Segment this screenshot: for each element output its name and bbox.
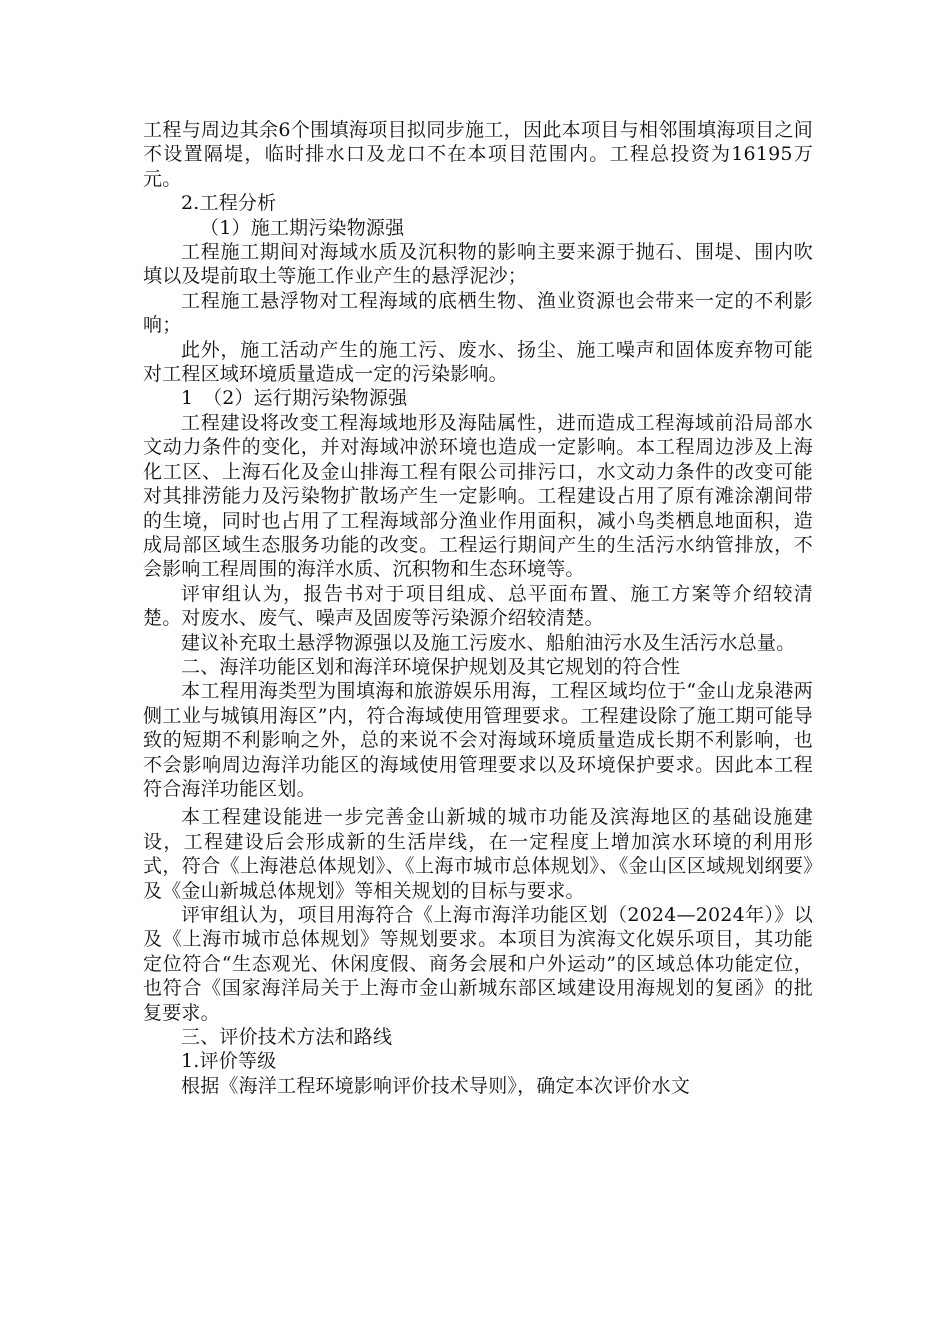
paragraph-construction-impact: 工程施工期间对海域水质及沉积物的影响主要来源于抛石、围堤、围内吹填以及堤前取土等施工作业产生的悬浮泥沙； [143,241,813,288]
paragraph-suspended-matter-impact: 工程施工悬浮物对工程海域的底栖生物、渔业资源也会带来一定的不利影响； [143,289,813,337]
heading-section-2: 二、海洋功能区划和海洋环境保护规划及其它规划的符合性 [181,655,681,678]
paragraph-other-construction-impact: 此外，施工活动产生的施工污、废水、扬尘、施工噪声和固体废弃物可能对工程区域环境质量造成一定的污染影响。 [143,338,813,386]
heading-operation-pollution-sources: 1 （2）运行期污染物源强 [181,387,408,410]
heading-evaluation-level: 1.评价等级 [181,1050,277,1073]
paragraph-project-overview: 工程与周边其余6个围填海项目拟同步施工，因此本项目与相邻围填海项目之间不设置隔堤，临时排水口及龙口不在本项目范围内。工程总投资为16195万元。 [143,119,813,190]
paragraph-sea-use-type: 本工程用海类型为围填海和旅游娱乐用海，工程区域均位于“金山龙泉港两侧工业与城镇用海区”内，符合海域使用管理要求。工程建设除了施工期可能导致的短期不利影响之外，总的来说不会对海域环境质量造成长期不利影响，也不会影响周边海洋功能区的海域使用管理要求以及环境保护要求。因此本工程符合海洋功能区划。 [143,680,813,800]
paragraph-planning-conformity: 本工程建设能进一步完善金山新城的城市功能及滨海地区的基础设施建设，工程建设后会形成新的生活岸线，在一定程度上增加滨水环境的利用形式，符合《上海港总体规划》、《上海市城市总体规划》、《金山区区域规划纲要》及《金山新城总体规划》等相关规划的目标与要求。 [143,806,813,902]
document-body [143,118,813,1098]
heading-section-3: 三、评价技术方法和路线 [181,1026,393,1049]
paragraph-evaluation-basis: 根据《海洋工程环境影响评价技术导则》，确定本次评价水文 [181,1074,690,1097]
paragraph-review-opinion-1: 评审组认为，报告书对于项目组成、总平面布置、施工方案等介绍较清楚。对废水、废气、噪声及固废等污染源介绍较清楚。 [143,582,813,630]
paragraph-suggestion: 建议补充取土悬浮物源强以及施工污废水、船舶油污水及生活污水总量。 [181,631,796,654]
paragraph-review-opinion-2: 评审组认为，项目用海符合《上海市海洋功能区划（2024—2024年）》以及《上海市城市总体规划》等规划要求。本项目为滨海文化娱乐项目，其功能定位符合“生态观光、休闲度假、商务会展和户外运动”的区域总体功能定位，也符合《国家海洋局关于上海市金山新城东部区域建设用海规划的复函》的批复要求。 [143,904,813,1024]
paragraph-operation-impact: 工程建设将改变工程海域地形及海陆属性，进而造成工程海域前沿局部水文动力条件的变化，并对海域冲淤环境也造成一定影响。本工程周边涉及上海化工区、上海石化及金山排海工程有限公司排污口，水文动力条件的改变可能对其排涝能力及污染物扩散场产生一定影响。工程建设占用了原有滩涂潮间带的生境，同时也占用了工程海域部分渔业作用面积，减小鸟类栖息地面积，造成局部区域生态服务功能的改变。工程运行期间产生的生活污水纳管排放，不会影响工程周围的海洋水质、沉积物和生态环境等。 [143,411,813,581]
heading-construction-pollution-sources: （1）施工期污染物源强 [200,216,405,239]
heading-engineering-analysis: 2.工程分析 [181,192,277,215]
